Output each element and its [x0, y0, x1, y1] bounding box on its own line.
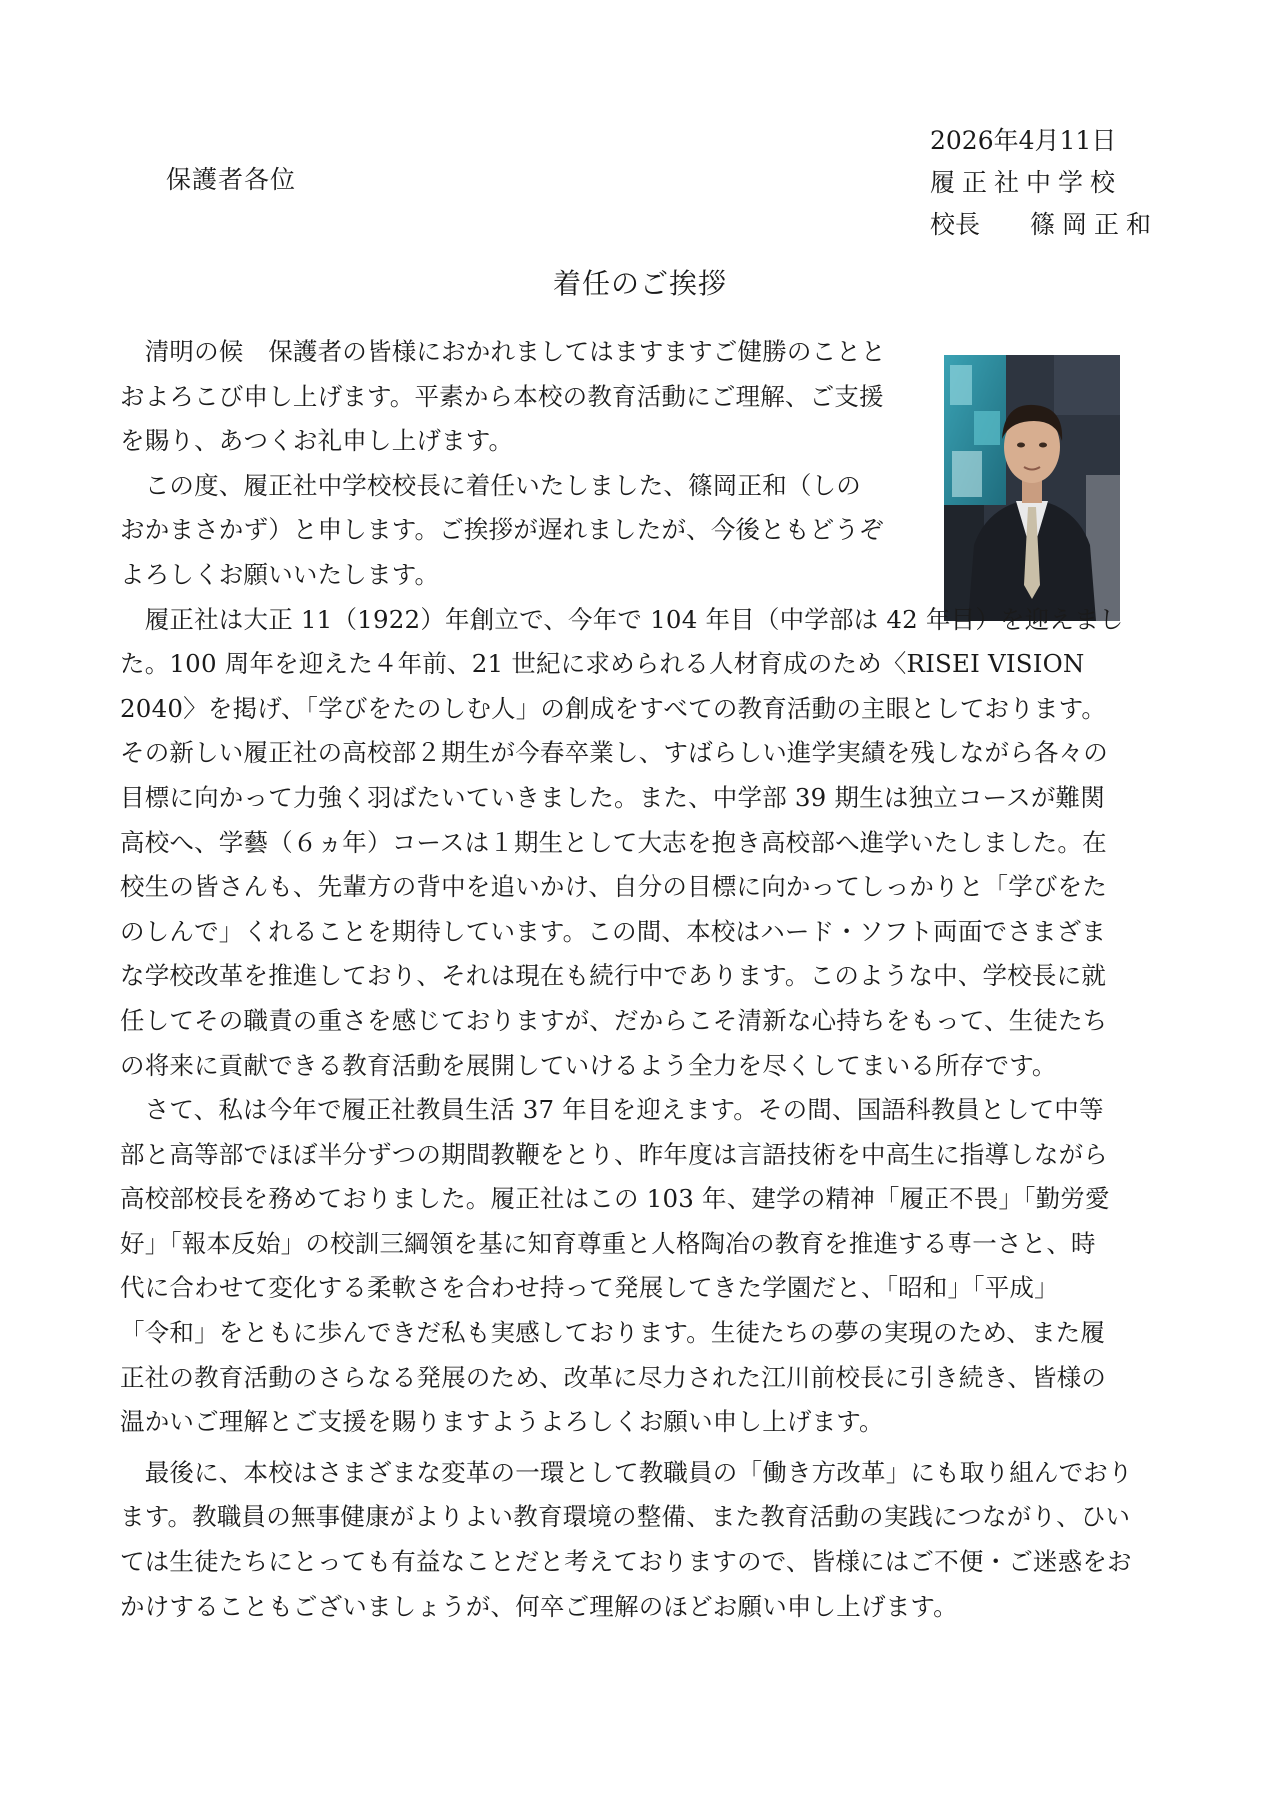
paragraph-work-reform: [120, 1451, 1180, 1629]
text-line: ます。教職員の無事健康がよりよい教育環境の整備、また教育活動の実践につながり、ひい: [120, 1502, 1131, 1532]
text-line: 任してその職責の重さを感じておりますが、だからこそ清新な心持ちをもって、生徒たち: [120, 1005, 1108, 1035]
date-line: 2026年4月11日: [930, 126, 1117, 155]
text-line: さて、私は今年で履正社教員生活 37 年目を迎えます。その間、国語科教員として中等: [144, 1095, 1104, 1125]
text-line: た。100 周年を迎えた４年前、21 世紀に求められる人材育成のため〈RISEI VISION: [120, 649, 1085, 679]
paragraph-career: [120, 1088, 1180, 1445]
text-line: の将来に貢献できる教育活動を展開していけるよう全力を尽くしてまいる所存です。: [120, 1050, 1057, 1080]
principal-name: 篠岡正和: [1030, 210, 1159, 239]
text-line: 正社の教育活動のさらなる発展のため、改革に尽力された江川前校長に引き続き、皆様の: [120, 1362, 1107, 1392]
paragraph-greeting: [120, 330, 1180, 464]
text-line: 部と高等部でほぼ半分ずつの期間教鞭をとり、昨年度は言語技術を中高生に指導しながら: [120, 1139, 1108, 1169]
principal-line: [930, 204, 1158, 246]
text-line: 代に合わせて変化する柔軟さを合わせ持って発展してきた学園だと、「昭和」「平成」: [120, 1273, 1059, 1303]
text-line: ては生徒たちにとっても有益なことだと考えておりますので、皆様にはご不便・ご迷惑をお: [120, 1547, 1132, 1577]
sender-block: [930, 120, 1158, 246]
letter-body: [120, 330, 1180, 1629]
paragraph-school-history: [120, 598, 1180, 1089]
text-line: 好」「報本反始」の校訓三綱領を基に知育尊重と人格陶冶の教育を推進する専一さと、時: [120, 1228, 1096, 1258]
text-line: かけすることもございましょうが、何卒ご理解のほどお願い申し上げます。: [120, 1591, 958, 1621]
text-line: その新しい履正社の高校部２期生が今春卒業し、すばらしい進学実績を残しながら各々の: [120, 738, 1108, 768]
text-line: を賜り、あつくお礼申し上げます。: [120, 426, 514, 456]
text-line: 最後に、本校はさまざまな変革の一環として教職員の「働き方改革」にも取り組んでおり: [144, 1457, 1133, 1487]
principal-title: 校長: [930, 210, 981, 239]
text-line: この度、履正社中学校校長に着任いたしました、篠岡正和（しの: [144, 470, 861, 500]
text-line: な学校改革を推進しており、それは現在も続行中であります。このような中、学校長に就: [120, 961, 1107, 991]
text-line: 履正社は大正 11（1922）年創立で、今年で 104 年目（中学部は 42 年目）を迎えまし: [144, 604, 1124, 634]
text-line: 温かいご理解とご支援を賜りますようよろしくお願い申し上げます。: [120, 1407, 884, 1437]
document-title: 着任のご挨拶: [552, 267, 727, 300]
paragraph-introduction: [120, 464, 1180, 598]
text-line: 清明の候 保護者の皆様におかれましてはますますご健勝のことと: [144, 337, 886, 366]
text-line: 目標に向かって力強く羽ばたいていきました。また、中学部 39 期生は独立コースが難関: [120, 782, 1105, 812]
text-line: 高校へ、学藝（６ヵ年）コースは１期生として大志を抱き高校部へ進学いたしました。在: [120, 827, 1107, 857]
text-line: おかまさかず）と申します。ご挨拶が遅れましたが、今後ともどうぞ: [120, 515, 884, 545]
text-line: よろしくお願いいたします。: [120, 559, 440, 589]
recipient-line: 保護者各位: [166, 165, 297, 194]
text-line: 校生の皆さんも、先輩方の背中を追いかけ、自分の目標に向かってしっかりと「学びをた: [120, 872, 1108, 902]
school-name: 履正社中学校: [930, 168, 1123, 197]
text-line: 2040〉を掲げ、「学びをたのしむ人」の創成をすべての教育活動の主眼としております。: [120, 693, 1107, 723]
text-line: 「令和」をともに歩んできだ私も実感しております。生徒たちの夢の実現のため、また履: [120, 1318, 1106, 1348]
text-line: のしんで」くれることを期待しています。この間、本校はハード・ソフト両面でさまざま: [120, 916, 1107, 946]
text-line: およろこび申し上げます。平素から本校の教育活動にご理解、ご支援: [120, 381, 884, 411]
text-line: 高校部校長を務めておりました。履正社はこの 103 年、建学の精神「履正不畏」「勤労愛: [120, 1184, 1110, 1214]
